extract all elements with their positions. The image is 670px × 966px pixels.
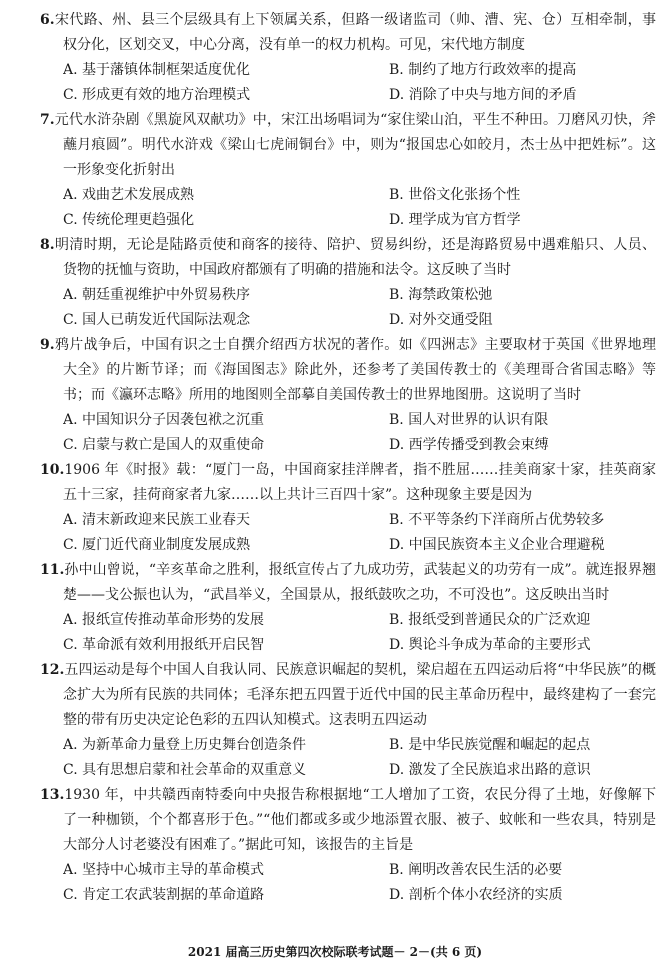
answer-option: C. 启蒙与救亡是国人的双重使命 <box>63 437 265 453</box>
question-text: 明清时期，无论是陆路贡使和商客的接待、陪护、贸易纠纷，还是海路贸易中遇难船只、人员、货物的抚恤与资助，中国政府都颁有了明确的措施和法令。这反映了当时 <box>54 237 656 278</box>
answer-option: D. 中国民族资本主义企业合理避税 <box>389 537 605 553</box>
question-block <box>40 458 656 558</box>
answer-option: D. 理学成为官方哲学 <box>389 212 521 228</box>
question-stem <box>40 8 656 58</box>
question-block <box>40 233 656 333</box>
answer-options <box>40 733 656 783</box>
question-stem <box>40 783 656 858</box>
question-stem <box>40 233 656 283</box>
answer-option: A. 基于藩镇体制框架适度优化 <box>63 62 251 78</box>
answer-options <box>40 408 656 458</box>
answer-option: C. 肯定工农武装割据的革命道路 <box>63 887 265 903</box>
answer-option: C. 传统伦理更趋强化 <box>63 212 195 228</box>
answer-option: D. 剖析个体小农经济的实质 <box>389 887 563 903</box>
answer-option: A. 坚持中心城市主导的革命模式 <box>63 862 265 878</box>
question-stem <box>40 108 656 183</box>
question-block <box>40 8 656 108</box>
page-footer: 2021 届高三历史第四次校际联考试题－ 2－(共 6 页) <box>187 945 483 959</box>
question-number: 9. <box>40 337 55 353</box>
question-number: 6. <box>40 12 55 28</box>
answer-option: B. 国人对世界的认识有限 <box>389 412 549 428</box>
question-number: 10. <box>40 462 65 478</box>
question-block <box>40 108 656 233</box>
answer-option: B. 阐明改善农民生活的必要 <box>389 862 563 878</box>
answer-options <box>40 183 656 233</box>
question-text: 1906 年《时报》载：“厦门一岛，中国商家挂洋牌者，指不胜屈……挂美商家十家，挂英商家五十三家，挂荷商家者九家……以上共计三百四十家”。这种现象主要是因为 <box>63 462 656 503</box>
answer-option: D. 西学传播受到教会束缚 <box>389 437 549 453</box>
answer-option: C. 革命派有效利用报纸开启民智 <box>63 637 265 653</box>
answer-option: A. 中国知识分子因袭包袱之沉重 <box>63 412 265 428</box>
question-block <box>40 558 656 658</box>
answer-option: B. 不平等条约下洋商所占优势较多 <box>389 512 605 528</box>
answer-option: D. 舆论斗争成为革命的主要形式 <box>389 637 591 653</box>
answer-option: C. 国人已萌发近代国际法观念 <box>63 312 251 328</box>
answer-option: A. 报纸宣传推动革命形势的发展 <box>63 612 265 628</box>
question-number: 7. <box>40 112 55 128</box>
answer-option: A. 戏曲艺术发展成熟 <box>63 187 195 203</box>
answer-options <box>40 508 656 558</box>
answer-option: A. 朝廷重视维护中外贸易秩序 <box>63 287 251 303</box>
question-text: 孙中山曾说，“辛亥革命之胜利，报纸宣传占了九成功劳，武装起义的功劳有一成”。就连报界翘楚——戈公振也认为，“武昌举义，全国景从，报纸鼓吹之功，不可没也”。这反映出当时 <box>63 562 656 603</box>
question-number: 12. <box>40 662 65 678</box>
question-list <box>40 8 656 908</box>
question-text: 宋代路、州、县三个层级具有上下领属关系，但路一级诸监司（帅、漕、宪、仓）互相牵制，事权分化，区划交叉，中心分离，没有单一的权力机构。可见，宋代地方制度 <box>54 12 656 53</box>
answer-option: B. 是中华民族觉醒和崛起的起点 <box>389 737 591 753</box>
answer-option: B. 世俗文化张扬个性 <box>389 187 521 203</box>
question-number: 8. <box>40 237 55 253</box>
answer-option: C. 形成更有效的地方治理模式 <box>63 87 251 103</box>
question-text: 五四运动是每个中国人自我认同、民族意识崛起的契机，梁启超在五四运动后将“中华民族”的概念扩大为所有民族的共同体；毛泽东把五四置于近代中国的民主革命历程中，最终建构了一套完整的带有历史决定论色彩的五四认知模式。这表明五四运动 <box>63 662 656 728</box>
answer-option: B. 报纸受到普通民众的广泛欢迎 <box>389 612 591 628</box>
question-stem <box>40 458 656 508</box>
question-stem <box>40 333 656 408</box>
answer-option: C. 厦门近代商业制度发展成熟 <box>63 537 251 553</box>
answer-option: D. 消除了中央与地方间的矛盾 <box>389 87 577 103</box>
question-number: 11. <box>40 562 65 578</box>
answer-option: B. 海禁政策松弛 <box>389 287 493 303</box>
question-block <box>40 333 656 458</box>
answer-option: A. 清末新政迎来民族工业春天 <box>63 512 251 528</box>
question-text: 1930 年，中共赣西南特委向中央报告称根据地“工人增加了工资，农民分得了土地，好像解下了一种枷锁，个个都喜形于色。”“他们都或多或少地添置衣服、被子、蚊帐和一些农具，特别是大部分人讨老婆没有困难了。”据此可知，该报告的主旨是 <box>63 787 656 853</box>
question-stem <box>40 658 656 733</box>
answer-options <box>40 58 656 108</box>
answer-option: D. 激发了全民族追求出路的意识 <box>389 762 591 778</box>
question-block <box>40 658 656 783</box>
answer-option: D. 对外交通受阻 <box>389 312 493 328</box>
question-text: 鸦片战争后，中国有识之士自撰介绍西方状况的著作。如《四洲志》主要取材于英国《世界地理大全》的片断节译；而《海国图志》除此外，还参考了美国传教士的《美理哥合省国志略》等书；而《瀛环志略》所用的地图则全部摹自美国传教士的世界地图册。这说明了当时 <box>54 337 656 403</box>
answer-option: C. 具有思想启蒙和社会革命的双重意义 <box>63 762 307 778</box>
answer-option: B. 制约了地方行政效率的提高 <box>389 62 577 78</box>
question-block <box>40 783 656 908</box>
question-number: 13. <box>40 787 65 803</box>
answer-options <box>40 608 656 658</box>
answer-option: A. 为新革命力量登上历史舞台创造条件 <box>63 737 307 753</box>
answer-options <box>40 858 656 908</box>
answer-options <box>40 283 656 333</box>
question-text: 元代水浒杂剧《黑旋风双献功》中，宋江出场唱词为“家住梁山泊，平生不种田。刀磨风刃快，斧蘸月痕圆”。明代水浒戏《梁山七虎闹铜台》中，则为“报国忠心如皎月，杰士丛中把姓标”。这一形象变化折射出 <box>54 112 656 178</box>
question-stem <box>40 558 656 608</box>
